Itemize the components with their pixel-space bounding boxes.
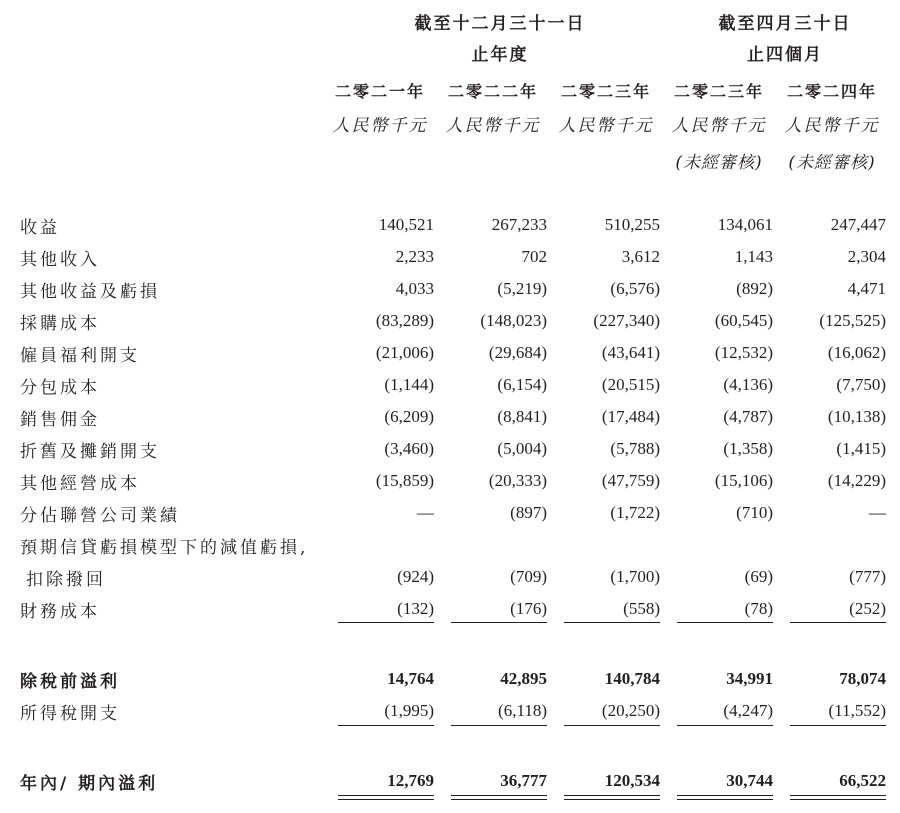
value-cell: (78) — [744, 599, 773, 618]
row-label-ecl-impairment: 預期信貸虧損模型下的減值虧損, — [20, 538, 309, 558]
value-cell: (11,552) — [828, 701, 886, 720]
subtotal-rule — [790, 622, 886, 623]
value-cell: 3,612 — [621, 247, 660, 266]
value-cell: (6,118) — [498, 701, 547, 720]
row-label-other-income: 其他收入 — [20, 250, 100, 270]
column-note-5: (未經審核) — [788, 153, 876, 173]
column-unit-3: 人民幣千元 — [558, 116, 654, 136]
total-double-rule — [564, 799, 660, 800]
row-label-subcontracting: 分包成本 — [20, 378, 100, 398]
row-label-purchase-costs: 採購成本 — [20, 314, 100, 334]
group2-header-line2: 止四個月 — [747, 45, 823, 65]
column-year-3: 二零二三年 — [560, 82, 651, 101]
value-cell: 2,304 — [847, 247, 886, 266]
row-label-profit-before-tax: 除稅前溢利 — [20, 672, 120, 692]
row-label-other-gains-losses: 其他收益及虧損 — [20, 282, 160, 302]
value-cell: — — [869, 503, 886, 522]
value-cell: 4,033 — [395, 279, 434, 298]
column-unit-1: 人民幣千元 — [332, 116, 428, 136]
value-cell: (20,250) — [601, 701, 660, 720]
group2-header-line1: 截至四月三十日 — [718, 14, 852, 34]
value-cell: (15,859) — [375, 471, 434, 490]
value-cell: (5,219) — [497, 279, 547, 298]
subtotal-rule — [451, 725, 547, 726]
value-cell: 30,744 — [726, 771, 773, 790]
value-cell: (176) — [510, 599, 547, 618]
column-year-4: 二零二三年 — [673, 82, 764, 101]
total-double-rule — [451, 799, 547, 800]
value-cell: 267,233 — [491, 215, 547, 234]
value-cell: (4,787) — [723, 407, 773, 426]
value-cell: 36,777 — [500, 771, 547, 790]
value-cell: 66,522 — [839, 771, 886, 790]
value-cell: 34,991 — [726, 669, 773, 688]
value-cell: (60,545) — [714, 311, 773, 330]
value-cell: 4,471 — [847, 279, 886, 298]
column-year-5: 二零二四年 — [786, 82, 877, 101]
value-cell: (1,995) — [384, 701, 434, 720]
total-double-rule — [677, 799, 773, 800]
value-cell: 702 — [521, 247, 547, 266]
value-cell: 140,784 — [604, 669, 660, 688]
value-cell: 78,074 — [839, 669, 886, 688]
value-cell: (29,684) — [488, 343, 547, 362]
value-cell: (17,484) — [601, 407, 660, 426]
value-cell: (132) — [397, 599, 434, 618]
value-cell: (6,209) — [384, 407, 434, 426]
value-cell: (924) — [397, 567, 434, 586]
value-cell: (12,532) — [714, 343, 773, 362]
column-unit-4: 人民幣千元 — [671, 116, 767, 136]
subtotal-rule — [790, 725, 886, 726]
row-label-finance-costs: 財務成本 — [20, 602, 100, 622]
total-double-rule — [451, 795, 547, 796]
row-label-net-of-reversal: 扣除撥回 — [26, 570, 106, 590]
value-cell: (16,062) — [827, 343, 886, 362]
row-label-share-of-associates: 分佔聯營公司業績 — [20, 506, 180, 526]
value-cell: (8,841) — [497, 407, 547, 426]
subtotal-rule — [564, 725, 660, 726]
value-cell: 247,447 — [830, 215, 886, 234]
value-cell: (6,154) — [497, 375, 547, 394]
value-cell: (4,136) — [723, 375, 773, 394]
value-cell: (3,460) — [384, 439, 434, 458]
value-cell: (15,106) — [714, 471, 773, 490]
value-cell: (6,576) — [610, 279, 660, 298]
value-cell: 140,521 — [378, 215, 434, 234]
value-cell: (69) — [744, 567, 773, 586]
value-cell: (709) — [510, 567, 547, 586]
subtotal-rule — [338, 725, 434, 726]
group1-header-line1: 截至十二月三十一日 — [414, 14, 586, 34]
value-cell: (1,415) — [836, 439, 886, 458]
subtotal-rule — [564, 622, 660, 623]
total-double-rule — [790, 799, 886, 800]
column-unit-2: 人民幣千元 — [445, 116, 541, 136]
value-cell: 510,255 — [604, 215, 660, 234]
row-label-profit-for-period: 年內/ 期內溢利 — [20, 774, 159, 794]
subtotal-rule — [677, 622, 773, 623]
value-cell: 2,233 — [395, 247, 434, 266]
column-year-1: 二零二一年 — [334, 82, 425, 101]
value-cell: (5,004) — [497, 439, 547, 458]
value-cell: (20,333) — [488, 471, 547, 490]
total-double-rule — [790, 795, 886, 796]
row-label-income-tax: 所得稅開支 — [20, 704, 120, 724]
value-cell: (125,525) — [819, 311, 886, 330]
value-cell: (10,138) — [827, 407, 886, 426]
value-cell: 134,061 — [717, 215, 773, 234]
total-double-rule — [338, 799, 434, 800]
total-double-rule — [564, 795, 660, 796]
value-cell: (892) — [736, 279, 773, 298]
column-year-2: 二零二二年 — [447, 82, 538, 101]
value-cell: (20,515) — [601, 375, 660, 394]
subtotal-rule — [451, 622, 547, 623]
value-cell: 120,534 — [604, 771, 660, 790]
total-double-rule — [338, 795, 434, 796]
value-cell: (1,700) — [610, 567, 660, 586]
value-cell: (7,750) — [836, 375, 886, 394]
value-cell: 14,764 — [387, 669, 434, 688]
column-note-4: (未經審核) — [675, 153, 763, 173]
value-cell: (252) — [849, 599, 886, 618]
value-cell: 42,895 — [500, 669, 547, 688]
value-cell: (47,759) — [601, 471, 660, 490]
subtotal-rule — [677, 725, 773, 726]
row-label-revenue: 收益 — [20, 218, 60, 238]
value-cell: (43,641) — [601, 343, 660, 362]
subtotal-rule — [338, 622, 434, 623]
value-cell: 12,769 — [387, 771, 434, 790]
value-cell: (83,289) — [375, 311, 434, 330]
total-double-rule — [677, 795, 773, 796]
value-cell: (1,358) — [723, 439, 773, 458]
value-cell: (148,023) — [480, 311, 547, 330]
row-label-sales-commission: 銷售佣金 — [20, 410, 100, 430]
value-cell: (1,144) — [384, 375, 434, 394]
value-cell: (897) — [510, 503, 547, 522]
value-cell: (777) — [849, 567, 886, 586]
value-cell: (14,229) — [827, 471, 886, 490]
row-label-depreciation: 折舊及攤銷開支 — [20, 442, 160, 462]
value-cell: (1,722) — [610, 503, 660, 522]
value-cell: (558) — [623, 599, 660, 618]
group1-header-line2: 止年度 — [471, 45, 529, 65]
value-cell: (227,340) — [593, 311, 660, 330]
column-unit-5: 人民幣千元 — [784, 116, 880, 136]
row-label-employee-benefits: 僱員福利開支 — [20, 346, 140, 366]
row-label-other-operating-costs: 其他經營成本 — [20, 474, 140, 494]
value-cell: 1,143 — [734, 247, 773, 266]
value-cell: (5,788) — [610, 439, 660, 458]
value-cell: (710) — [736, 503, 773, 522]
value-cell: — — [417, 503, 434, 522]
value-cell: (4,247) — [723, 701, 773, 720]
value-cell: (21,006) — [375, 343, 434, 362]
